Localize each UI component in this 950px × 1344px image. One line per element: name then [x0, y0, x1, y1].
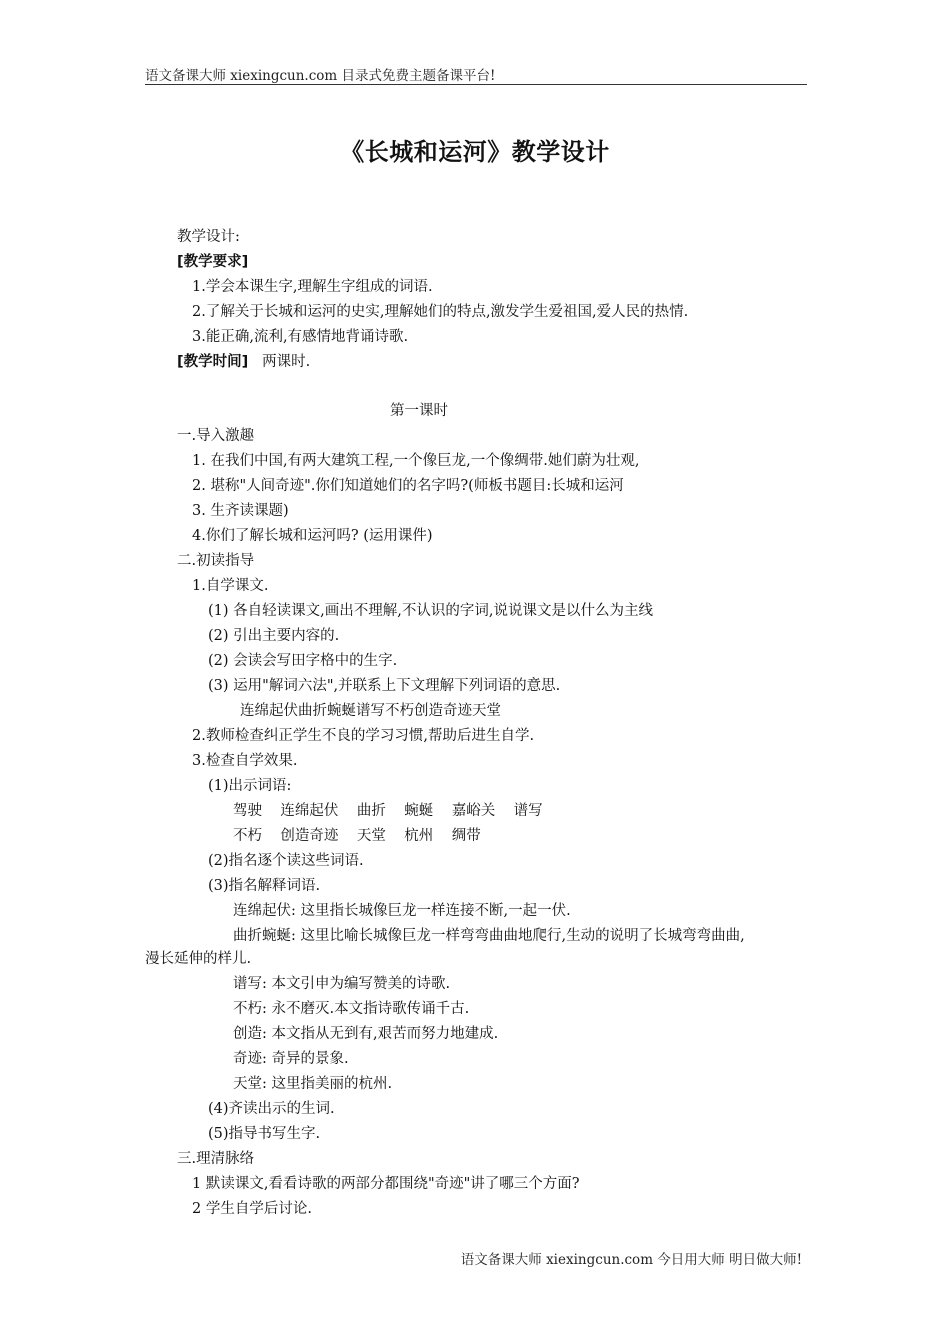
list-item: 2. 堪称"人间奇迹".你们知道她们的名字吗?(师板书题目:长城和运河 — [192, 478, 624, 494]
requirement-item: 3.能正确,流利,有感情地背诵诗歌. — [192, 329, 409, 345]
section-heading: 二.初读指导 — [177, 553, 255, 569]
sub-item: (2) 会读会写田字格中的生字. — [208, 653, 398, 669]
sub-item: (5)指导书写生字. — [208, 1126, 321, 1142]
requirement-item: 2.了解关于长城和运河的史实,理解她们的特点,激发学生爱祖国,爱人民的热情. — [192, 304, 689, 320]
list-item: 2 学生自学后讨论. — [192, 1201, 312, 1217]
definition: 曲折蜿蜒: 这里比喻长城像巨龙一样弯弯曲曲地爬行,生动的说明了长城弯弯曲曲, — [233, 928, 745, 944]
sub-item: (2) 引出主要内容的. — [208, 628, 340, 644]
word-list: 连绵起伏曲折蜿蜒谱写不朽创造奇迹天堂 — [240, 703, 501, 719]
sub-item: (1) 各自轻读课文,画出不理解,不认识的字词,说说课文是以什么为主线 — [208, 603, 653, 619]
intro-label: 教学设计: — [177, 229, 240, 245]
document-title: 《长城和运河》教学设计 — [340, 138, 610, 166]
list-item: 3. 生齐读课题) — [192, 503, 289, 519]
list-item: 2.教师检查纠正学生不良的学习习惯,帮助后进生自学. — [192, 728, 535, 744]
section-heading: 一.导入激趣 — [177, 428, 255, 444]
sub-item: (3)指名解释词语. — [208, 878, 321, 894]
definition-continued: 漫长延伸的样儿. — [145, 951, 252, 967]
definition: 不朽: 永不磨灭.本文指诗歌传诵千古. — [233, 1001, 470, 1017]
lesson-heading: 第一课时 — [390, 403, 448, 419]
definition: 创造: 本文指从无到有,艰苦而努力地建成. — [233, 1026, 499, 1042]
list-item: 3.检查自学效果. — [192, 753, 298, 769]
definition: 谱写: 本文引申为编写赞美的诗歌. — [233, 976, 451, 992]
word-row: 驾驶 连绵起伏 曲折 蜿蜒 嘉峪关 谱写 — [233, 803, 543, 819]
definition: 连绵起伏: 这里指长城像巨龙一样连接不断,一起一伏. — [233, 903, 571, 919]
sub-item: (2)指名逐个读这些词语. — [208, 853, 364, 869]
word-row: 不朽 创造奇迹 天堂 杭州 绸带 — [233, 828, 481, 844]
sub-item: (3) 运用"解词六法",并联系上下文理解下列词语的意思. — [208, 678, 561, 694]
list-item: 1.自学课文. — [192, 578, 269, 594]
teaching-time-value: 两课时. — [262, 354, 311, 370]
page-footer: 语文备课大师 xiexingcun.com 今日用大师 明日做大师! — [460, 1252, 802, 1268]
page-header: 语文备课大师 xiexingcun.com 目录式免费主题备课平台! — [145, 68, 496, 84]
list-item: 4.你们了解长城和运河吗? (运用课件) — [192, 528, 433, 544]
sub-item: (1)出示词语: — [208, 778, 292, 794]
teaching-time — [177, 353, 310, 371]
teaching-time-heading: [教学时间] — [177, 354, 249, 370]
section-heading: 三.理清脉络 — [177, 1151, 255, 1167]
list-item: 1. 在我们中国,有两大建筑工程,一个像巨龙,一个像绸带.她们蔚为壮观, — [192, 453, 640, 469]
header-divider — [145, 84, 807, 85]
list-item: 1 默读课文,看看诗歌的两部分都围绕"奇迹"讲了哪三个方面? — [192, 1176, 580, 1192]
definition: 天堂: 这里指美丽的杭州. — [233, 1076, 393, 1092]
requirements-heading: [教学要求] — [177, 254, 249, 270]
requirement-item: 1.学会本课生字,理解生字组成的词语. — [192, 279, 433, 295]
sub-item: (4)齐读出示的生词. — [208, 1101, 335, 1117]
definition: 奇迹: 奇异的景象. — [233, 1051, 349, 1067]
